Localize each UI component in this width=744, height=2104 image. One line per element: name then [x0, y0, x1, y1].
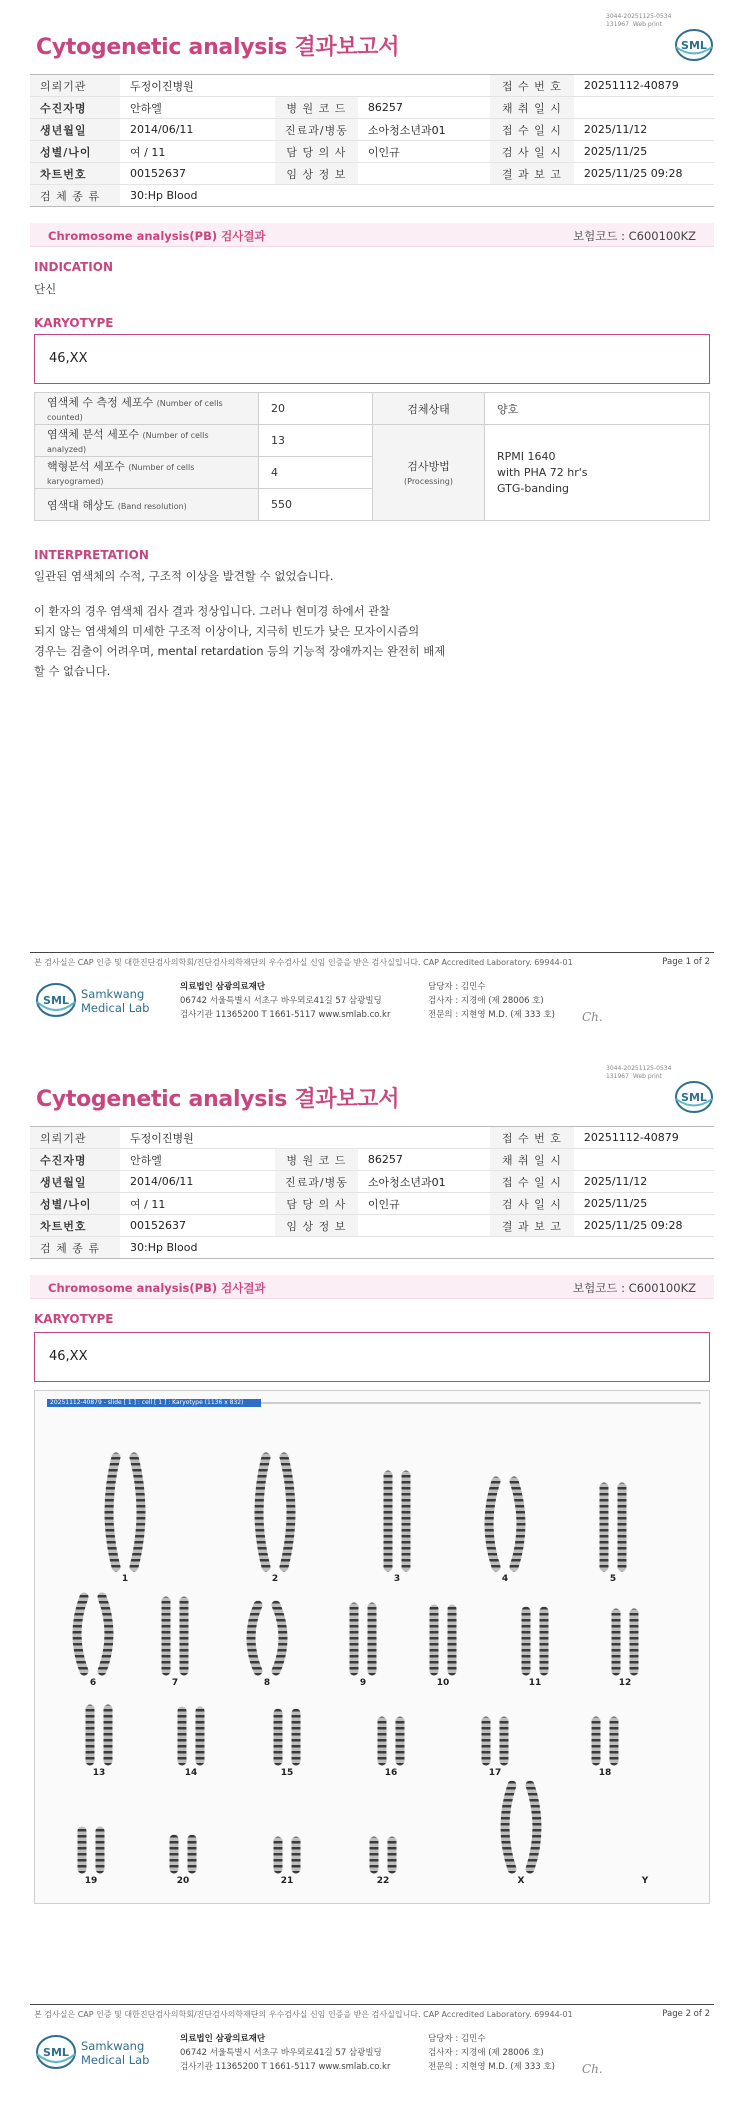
indication-text: 단신: [34, 282, 57, 296]
report-title: Cytogenetic analysis 결과보고서: [36, 35, 400, 60]
cell-count-table: 염색체 수 측정 세포수 (Number of cells counted) 20 검체상태 양호 염색체 분석 세포수 (Number of cells analyzed) 13 검사방법 (Processing) RPMI 1640 with PHA 72 hr's GTG-banding 핵형분석 세포수 (Number of cells karyogramed) 4 염색대 해상도 (Band resolution) 550: [34, 392, 710, 521]
info-row: 성별/나이 여 / 11 담 당 의 사 이인규 검 사 일 시 2025/11/25: [30, 141, 714, 163]
staff-info: 담당자 : 김민수 검사자 : 지경애 (제 28006 호) 전문의 : 지현영 M.D. (제 333 호): [428, 982, 555, 1020]
info-row: 차트번호 00152637 임 상 정 보 결 과 보 고 2025/11/25 09:28: [30, 163, 714, 185]
svg-text:SML: SML: [681, 1091, 707, 1104]
svg-text:SML: SML: [43, 994, 69, 1007]
footer-note: 본 검사실은 CAP 인증 및 대한진단검사의학회/진단검사의학재단의 우수검사실 신임 인증을 받은 검사실입니다. CAP Accredited Laboratory. 69944-01: [34, 2010, 573, 2019]
chromosome-X: [530, 1785, 537, 1869]
chromosome-label: X: [517, 1876, 525, 1886]
chromosome-label: 8: [263, 1678, 271, 1688]
karyogram-chromosomes: [35, 1391, 711, 1905]
patient-info-table: [30, 1126, 714, 1259]
page-number: Page 2 of 2: [662, 2009, 710, 2019]
chromosome-8: [276, 1605, 283, 1671]
svg-text:Samkwang: Samkwang: [81, 987, 145, 1001]
footer-note: 본 검사실은 CAP 인증 및 대한진단검사의학회/진단검사의학재단의 우수검사실 신임 인증을 받은 검사실입니다. CAP Accredited Laboratory. 69944-01: [34, 958, 573, 967]
samkwang-logo: [36, 978, 166, 1022]
chromosome-label: 19: [84, 1876, 98, 1886]
page-number: Page 1 of 2: [662, 957, 710, 967]
chromosome-label: 17: [488, 1768, 502, 1778]
info-row: 성별/나이 여 / 11 담 당 의 사 이인규 검 사 일 시 2025/11/25: [30, 1193, 714, 1215]
info-row: 의뢰기관 두정이진병원 접 수 번 호 20251112-40879: [30, 1127, 714, 1149]
chromosome-4: [489, 1481, 496, 1567]
info-row: 검 체 종 류 30:Hp Blood: [30, 185, 714, 207]
indication-heading: INDICATION: [34, 260, 113, 274]
chromosome-label: 10: [436, 1678, 450, 1688]
chromosome-label: 13: [92, 1768, 106, 1778]
chromosome-label: 22: [376, 1876, 390, 1886]
result-bar: Chromosome analysis(PB) 검사결과 보험코드 : C600100KZ: [30, 223, 714, 247]
info-row: 수진자명 안하엘 병 원 코 드 86257 채 취 일 시: [30, 97, 714, 119]
svg-text:Samkwang: Samkwang: [81, 2039, 145, 2053]
chromosome-label: 16: [384, 1768, 398, 1778]
karyotype-result-box: 46,XX: [34, 334, 710, 384]
chromosome-X: [505, 1785, 512, 1869]
sml-logo: [674, 28, 714, 62]
patient-info-table: [30, 74, 714, 207]
chromosome-label: 15: [280, 1768, 294, 1778]
chromosome-1: [134, 1457, 141, 1567]
chromosome-label: 7: [171, 1678, 179, 1688]
info-row: 생년월일 2014/06/11 진료과/병동 소아청소년과01 접 수 일 시 2025/11/12: [30, 119, 714, 141]
chromosome-6: [102, 1597, 109, 1671]
chromosome-1: [109, 1457, 116, 1567]
chromosome-label: 3: [393, 1574, 401, 1584]
chromosome-label: 2: [271, 1574, 279, 1584]
footer-divider: [30, 2004, 714, 2005]
chromosome-label: 14: [184, 1768, 198, 1778]
chromosome-label: 5: [609, 1574, 617, 1584]
print-code: 3044-20251125-0534 131967 Web print: [606, 13, 672, 28]
signature: Ch.: [582, 1010, 603, 1024]
svg-text:Medical Lab: Medical Lab: [81, 2053, 150, 2067]
report-title: Cytogenetic analysis 결과보고서: [36, 1087, 400, 1112]
info-row: 검 체 종 류 30:Hp Blood: [30, 1237, 714, 1259]
chromosome-label: 12: [618, 1678, 632, 1688]
info-row: 생년월일 2014/06/11 진료과/병동 소아청소년과01 접 수 일 시 2025/11/12: [30, 1171, 714, 1193]
chromosome-label: Y: [641, 1876, 649, 1886]
interpretation-summary: 일관된 염색체의 수적, 구조적 이상을 발견할 수 없었습니다.: [34, 569, 334, 583]
karyogram-image: [34, 1390, 710, 1904]
chromosome-2: [284, 1457, 291, 1567]
org-info: 의료법인 삼광의료재단 06742 서울특별시 서초구 바우뫼로41길 57 삼광빌딩 검사기관 11365200 T 1661-5117 www.smlab.co.kr: [180, 2034, 391, 2072]
interpretation-heading: INTERPRETATION: [34, 548, 149, 562]
interpretation-text: 이 환자의 경우 염색체 검사 결과 정상입니다. 그러나 현미경 하에서 관찰 되지 않는 염색체의 미세한 구조적 이상이나, 지극히 빈도가 낮은 모자이시즘의 경우는 검출이 어려우며, mental retardation 등의 기능적 장애까지는 완전히 배제 할 수 없습니다.: [34, 605, 446, 678]
chromosome-label: 18: [598, 1768, 612, 1778]
svg-text:SML: SML: [681, 39, 707, 52]
chromosome-label: 1: [121, 1574, 129, 1584]
print-code: 3044-20251125-0534 131967 Web print: [606, 1065, 672, 1080]
info-row: 차트번호 00152637 임 상 정 보 결 과 보 고 2025/11/25 09:28: [30, 1215, 714, 1237]
karyotype-result-box: 46,XX: [34, 1332, 710, 1382]
sml-logo: [674, 1080, 714, 1114]
signature: Ch.: [582, 2062, 603, 2076]
info-row: 의뢰기관 두정이진병원 접 수 번 호 20251112-40879: [30, 75, 714, 97]
chromosome-label: 4: [501, 1574, 509, 1584]
footer-divider: [30, 952, 714, 953]
chromosome-6: [77, 1597, 84, 1671]
info-row: 수진자명 안하엘 병 원 코 드 86257 채 취 일 시: [30, 1149, 714, 1171]
chromosome-label: 21: [280, 1876, 294, 1886]
karyotype-heading: KARYOTYPE: [34, 1312, 114, 1326]
chromosome-4: [514, 1481, 521, 1567]
chromosome-label: 9: [359, 1678, 367, 1688]
svg-text:Medical Lab: Medical Lab: [81, 1001, 150, 1015]
result-bar: Chromosome analysis(PB) 검사결과 보험코드 : C600100KZ: [30, 1275, 714, 1299]
chromosome-2: [259, 1457, 266, 1567]
staff-info: 담당자 : 김민수 검사자 : 지경애 (제 28006 호) 전문의 : 지현영 M.D. (제 333 호): [428, 2034, 555, 2072]
samkwang-logo: [36, 2030, 166, 2074]
karyotype-heading: KARYOTYPE: [34, 316, 114, 330]
org-info: 의료법인 삼광의료재단 06742 서울특별시 서초구 바우뫼로41길 57 삼광빌딩 검사기관 11365200 T 1661-5117 www.smlab.co.kr: [180, 982, 391, 1020]
chromosome-label: 6: [89, 1678, 97, 1688]
karyogram-caption: 20251112-40879 - slide [ 1 ] : cell [ 1 ] : Karyotype (1136 x 832): [47, 1399, 261, 1407]
chromosome-label: 20: [176, 1876, 190, 1886]
svg-text:SML: SML: [43, 2046, 69, 2059]
chromosome-label: 11: [528, 1678, 542, 1688]
chromosome-8: [251, 1605, 258, 1671]
